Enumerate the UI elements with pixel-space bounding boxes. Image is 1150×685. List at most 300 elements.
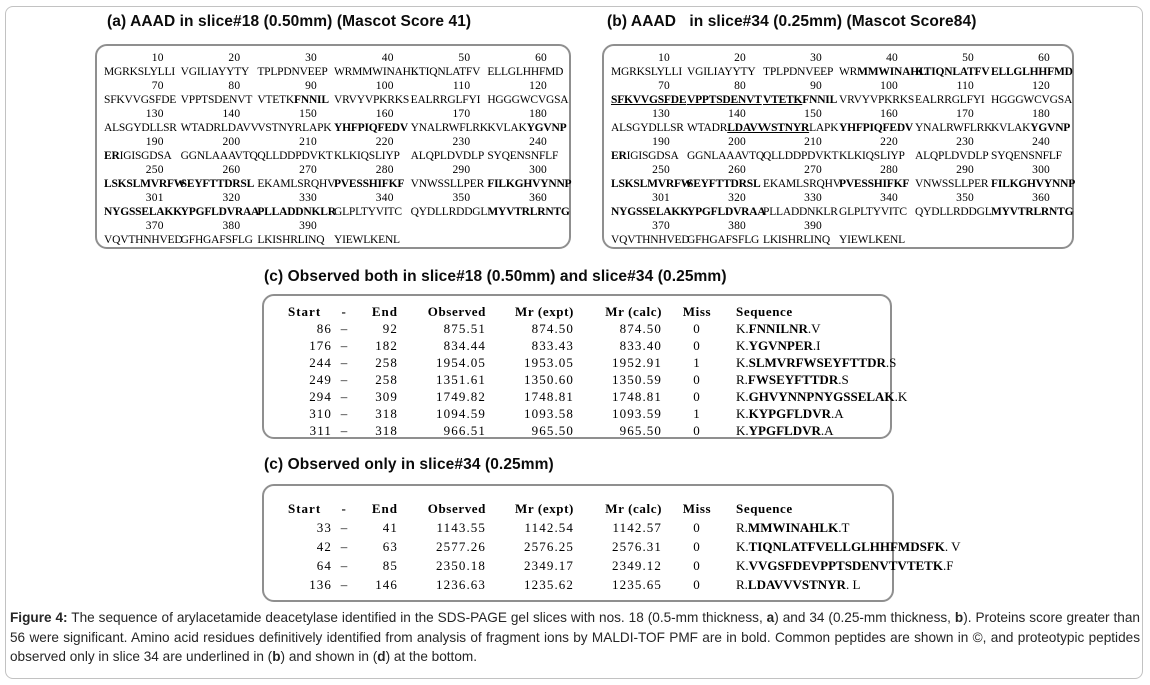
cell-start: 310	[309, 406, 332, 421]
sequence-cell	[257, 136, 334, 164]
residue-number	[839, 220, 915, 233]
cell-sequence	[724, 354, 896, 371]
sequence-group	[763, 121, 839, 136]
sequence-segment: ELLGLHHFMD	[991, 66, 1073, 78]
sequence-segment: YIEWLKENL	[333, 234, 400, 246]
sequence-group	[257, 233, 334, 248]
column-header: Mr (expt)	[515, 304, 574, 319]
caption-segment: a	[766, 610, 775, 625]
sequence-cell	[839, 80, 915, 108]
sequence-group	[104, 177, 186, 192]
residue-number: 220	[375, 136, 394, 148]
sequence-group	[257, 121, 334, 136]
sequence-cell	[915, 192, 991, 220]
sequence-segment: GGNLAAAVTQ	[687, 150, 765, 162]
sequence-segment: MYVTRLRNTG	[487, 206, 570, 218]
residue-number: 70	[151, 80, 164, 92]
column-header: Sequence	[736, 304, 793, 319]
sequence-group	[915, 65, 991, 80]
sequence-group	[487, 205, 570, 220]
sequence-cell	[257, 164, 334, 192]
cell-miss: 0	[693, 577, 701, 592]
sequence-cell	[181, 52, 258, 80]
cell-miss: 1	[693, 406, 701, 421]
residue-number: 230	[452, 136, 471, 148]
sequence-group	[611, 121, 687, 136]
sequence-cell	[687, 52, 763, 80]
residue-number	[915, 220, 991, 233]
sequence-segment: ALSGYDLLSR	[104, 122, 177, 134]
residue-number: 300	[1032, 164, 1050, 176]
residue-number: 80	[228, 80, 241, 92]
sequence-peptide: YPGFLDVR	[748, 423, 821, 438]
peptide-row	[284, 422, 890, 439]
cell-observed: 1236.63	[436, 577, 486, 592]
cell-mr-calc: 1350.59	[612, 372, 662, 387]
sequence-group	[763, 149, 839, 164]
residue-number: 280	[880, 164, 898, 176]
cell-end: 318	[375, 406, 398, 421]
sequence-segment: VQVTHNHVED	[104, 234, 183, 246]
sequence-peptide: SLMVRFWSEYFTTDR	[748, 355, 886, 370]
sequence-group	[411, 121, 488, 136]
sequence-segment: PVESSHIFKF	[839, 178, 910, 190]
sequence-cell	[839, 192, 915, 220]
sequence-segment: MGRKSLYLLI	[611, 66, 682, 78]
sequence-segment: VSTNYR	[763, 122, 810, 134]
sequence-segment: EKAMLSRQHV	[763, 178, 841, 190]
sequence-prefix: R.	[736, 520, 748, 535]
sequence-group	[487, 65, 564, 80]
sequence-group	[181, 205, 258, 220]
sequence-cell	[104, 220, 181, 248]
cell-mr-expt: 2576.25	[524, 539, 574, 554]
sequence-peptide: LDAVVVSTNYR	[747, 577, 846, 592]
residue-number: 340	[880, 192, 898, 204]
sequence-cell	[257, 80, 334, 108]
cell-dash: –	[340, 355, 348, 370]
cell-start: 294	[309, 389, 332, 404]
sequence-group	[181, 233, 258, 248]
residue-number: 150	[299, 108, 317, 120]
sequence-prefix: K.	[736, 558, 749, 573]
cell-sequence	[724, 575, 892, 594]
sequence-group	[181, 177, 258, 192]
sequence-group	[839, 177, 915, 192]
sequence-group	[411, 205, 488, 220]
cell-start: 33	[316, 520, 332, 535]
residue-number: 180	[1032, 108, 1050, 120]
sequence-segment: VTETK	[763, 94, 803, 106]
sequence-prefix: K.	[736, 321, 749, 336]
residue-number: 190	[652, 136, 670, 148]
sequence-cell	[181, 80, 258, 108]
residue-number: 70	[658, 80, 670, 92]
cell-observed: 2350.18	[436, 558, 486, 573]
cell-sequence	[724, 388, 907, 405]
sequence-segment: KVLAK	[487, 122, 527, 134]
cell-observed: 1351.61	[436, 372, 486, 387]
sequence-segment: ELLGLHHFMD	[487, 66, 564, 78]
sequence-segment: LSKSLMVRFW	[104, 178, 186, 190]
sequence-group	[181, 121, 258, 136]
cell-start: 86	[316, 321, 332, 336]
sequence-cell	[334, 108, 411, 136]
residue-number: 110	[452, 80, 471, 92]
cell-observed: 834.44	[443, 338, 486, 353]
sequence-group	[181, 65, 258, 80]
sequence-prefix: K.	[736, 389, 749, 404]
sequence-prefix: K.	[736, 355, 749, 370]
sequence-group	[181, 93, 258, 108]
residue-number: 10	[151, 52, 164, 64]
panel-c-peptide-table	[262, 294, 908, 439]
cell-sequence	[724, 371, 890, 388]
cell-dash: –	[340, 338, 348, 353]
sequence-cell	[839, 52, 927, 80]
cell-dash: –	[340, 372, 348, 387]
sequence-segment: SYQENSNFLF	[487, 150, 559, 162]
cell-sequence	[724, 320, 890, 337]
sequence-cell	[411, 52, 488, 80]
sequence-segment: MYVTRLRNTG	[991, 206, 1074, 218]
peptide-row	[284, 405, 890, 422]
sequence-segment: MGRKSLYLLI	[104, 66, 175, 78]
sequence-segment: TPLPDNVEEP	[257, 66, 328, 78]
sequence-group	[611, 177, 693, 192]
column-header: Miss	[682, 304, 712, 319]
sequence-cell	[333, 52, 418, 80]
residue-number: 50	[962, 52, 974, 64]
residue-number: 260	[728, 164, 746, 176]
cell-mr-calc: 2349.12	[612, 558, 662, 573]
sequence-cell	[611, 52, 687, 80]
sequence-cell	[104, 192, 181, 220]
sequence-group	[334, 177, 411, 192]
peptide-row	[284, 556, 954, 575]
cell-start: 136	[309, 577, 332, 592]
sequence-segment: KVLAK	[991, 122, 1031, 134]
cell-miss: 0	[693, 389, 701, 404]
sequence-segment: IGISGDSA	[626, 150, 679, 162]
sequence-cell	[104, 108, 181, 136]
sequence-cell	[104, 164, 186, 192]
sequence-group	[104, 233, 181, 248]
sequence-group	[411, 177, 488, 192]
cell-miss: 1	[693, 355, 701, 370]
column-header: Observed	[427, 304, 486, 319]
sequence-group	[334, 93, 411, 108]
sequence-segment: GLPLTYVITC	[839, 206, 907, 218]
residue-number: 120	[1032, 80, 1050, 92]
sequence-segment: YNALRWFLRK	[915, 122, 993, 134]
sequence-cell	[915, 108, 991, 136]
residue-number: 290	[452, 164, 471, 176]
residue-number: 280	[375, 164, 394, 176]
cell-dash: –	[340, 423, 348, 438]
sequence-segment: HGGGWCVGSA	[991, 94, 1073, 106]
sequence-suffix: .A	[830, 406, 844, 421]
sequence-peptide: FNNILNR	[748, 321, 808, 336]
sequence-segment: LKISHRLINQ	[257, 234, 325, 246]
cell-end: 92	[382, 321, 398, 336]
sequence-suffix: .I	[812, 338, 821, 353]
residue-number: 10	[658, 52, 670, 64]
cell-end: 182	[375, 338, 398, 353]
residue-number: 230	[956, 136, 974, 148]
residue-number: 180	[529, 108, 547, 120]
sequence-cell	[487, 192, 570, 220]
residue-number: 250	[652, 164, 670, 176]
cell-mr-calc: 2576.31	[612, 539, 662, 554]
sequence-segment: SYQENSNFLF	[991, 150, 1062, 162]
residue-number: 370	[145, 220, 164, 232]
sequence-segment: VQVTHNHVED	[611, 234, 690, 246]
panel-d-peptide-table	[262, 484, 961, 602]
sequence-segment: WTADR	[687, 122, 728, 134]
sequence-segment: GLPLTYVITC	[333, 206, 402, 218]
cell-mr-calc: 1142.57	[612, 520, 662, 535]
sequence-group	[257, 149, 334, 164]
residue-number: 20	[228, 52, 241, 64]
peptide-row	[284, 337, 890, 354]
sequence-cell	[687, 108, 766, 136]
residue-number: 240	[529, 136, 547, 148]
residue-number: 170	[452, 108, 471, 120]
sequence-cell	[181, 164, 258, 192]
sequence-group	[104, 121, 181, 136]
sequence-prefix: K.	[736, 539, 749, 554]
sequence-suffix: . V	[944, 539, 961, 554]
sequence-peptide: YGVNPER	[748, 338, 813, 353]
sequence-segment: ALQPLDVDLP	[915, 150, 989, 162]
peptide-row	[284, 537, 961, 556]
residue-number: 170	[956, 108, 974, 120]
sequence-suffix: .S	[885, 355, 897, 370]
cell-start: 249	[309, 372, 332, 387]
sequence-group	[839, 121, 915, 136]
cell-sequence	[724, 518, 892, 537]
sequence-segment: VTETK	[257, 94, 295, 106]
sequence-suffix: .V	[807, 321, 821, 336]
residue-number: 320	[728, 192, 746, 204]
sequence-prefix: K.	[736, 338, 749, 353]
residue-number: 380	[728, 220, 746, 232]
sequence-cell	[104, 52, 181, 80]
residue-number: 110	[956, 80, 974, 92]
cell-start: 311	[309, 423, 332, 438]
sequence-group	[991, 177, 1076, 192]
residue-number: 20	[734, 52, 746, 64]
sequence-segment: ALQPLDVDLP	[410, 150, 485, 162]
sequence-segment: GGNLAAAVTQ	[180, 150, 258, 162]
sequence-segment: FNNIL	[802, 94, 838, 106]
sequence-prefix: K.	[736, 406, 749, 421]
residue-number: 301	[145, 192, 164, 204]
sequence-segment: GFHGAFSFLG	[687, 234, 760, 246]
sequence-group	[611, 65, 687, 80]
sequence-suffix: . L	[845, 577, 861, 592]
panel-d-title: (c) Observed only in slice#34 (0.25mm)	[264, 456, 554, 473]
residue-number: 220	[880, 136, 898, 148]
residue-number: 80	[734, 80, 746, 92]
sequence-segment: SFKVVGSFDE	[104, 94, 177, 106]
residue-number	[411, 220, 488, 233]
sequence-cell	[257, 52, 334, 80]
cell-observed: 875.51	[443, 321, 486, 336]
sequence-segment: ER	[104, 150, 120, 162]
panel-a-sequence-box	[95, 44, 571, 249]
cell-sequence	[724, 337, 890, 354]
cell-start: 176	[309, 338, 332, 353]
residue-number: 30	[305, 52, 317, 64]
residue-number: 301	[652, 192, 670, 204]
sequence-segment: VSTNYRLAPK	[257, 122, 332, 134]
panel-b-sequence-box	[602, 44, 1074, 249]
cell-end: 146	[375, 577, 398, 592]
cell-miss: 0	[693, 520, 701, 535]
sequence-group	[763, 93, 839, 108]
sequence-segment: NYGSSELAKK	[611, 206, 689, 218]
sequence-cell	[487, 164, 572, 192]
sequence-peptide: VVGSFDEVPPTSDENVTVTETK	[748, 558, 943, 573]
sequence-segment: VPPTSDENVT	[180, 94, 253, 106]
cell-mr-calc: 833.40	[619, 338, 662, 353]
sequence-cell	[915, 164, 991, 192]
sequence-segment: QLLDDPDVKT	[257, 150, 333, 162]
cell-mr-calc: 1748.81	[612, 389, 662, 404]
sequence-segment: FILKGHVYNNP	[991, 178, 1076, 190]
sequence-cell	[915, 220, 991, 248]
sequence-group	[333, 65, 418, 80]
sequence-group	[839, 65, 927, 80]
column-header: Mr (calc)	[605, 304, 662, 319]
sequence-group	[991, 205, 1074, 220]
sequence-segment: IGISGDSA	[119, 150, 172, 162]
column-header: Miss	[682, 501, 712, 516]
sequence-row	[104, 52, 564, 80]
sequence-segment: MMWINAHL	[857, 66, 927, 78]
residue-number	[487, 220, 564, 233]
cell-dash: –	[340, 520, 348, 535]
sequence-group	[763, 177, 839, 192]
sequence-cell	[763, 164, 839, 192]
residue-number: 120	[529, 80, 547, 92]
sequence-cell	[763, 52, 839, 80]
residue-number: 210	[299, 136, 317, 148]
sequence-segment: NYGSSELAKK	[104, 206, 182, 218]
sequence-group	[763, 233, 839, 248]
peptide-row	[284, 388, 908, 405]
residue-number: 360	[529, 192, 547, 204]
cell-start: 244	[309, 355, 332, 370]
residue-number: 40	[381, 52, 394, 64]
sequence-group	[104, 65, 181, 80]
cell-dash: –	[340, 539, 348, 554]
sequence-cell	[104, 80, 181, 108]
residue-number: 200	[222, 136, 241, 148]
sequence-segment: VGILIAYYTY	[180, 66, 250, 78]
residue-number: 290	[956, 164, 974, 176]
sequence-group	[915, 205, 991, 220]
cell-dash: –	[340, 406, 348, 421]
sequence-row	[611, 80, 1073, 108]
sequence-segment: KLKIQSLIYP	[839, 150, 905, 162]
residue-number: 250	[145, 164, 164, 176]
sequence-cell	[839, 164, 915, 192]
sequence-cell	[611, 220, 690, 248]
cell-end: 309	[375, 389, 398, 404]
sequence-cell	[839, 136, 915, 164]
sequence-segment: WR	[839, 66, 858, 78]
sequence-cell	[487, 52, 564, 80]
residue-number: 60	[535, 52, 547, 64]
cell-end: 63	[382, 539, 398, 554]
residue-number: 40	[886, 52, 898, 64]
sequence-segment: WRMMWINAHL	[333, 66, 418, 78]
cell-observed: 1749.82	[436, 389, 486, 404]
cell-end: 258	[375, 355, 398, 370]
sequence-cell	[687, 220, 763, 248]
sequence-segment: VNWSSLLPER	[915, 178, 989, 190]
sequence-cell	[839, 108, 915, 136]
sequence-segment: EALRRGLFYI	[915, 94, 985, 106]
sequence-segment: VNWSSLLPER	[410, 178, 485, 190]
sequence-cell	[411, 220, 488, 248]
residue-number: 210	[804, 136, 822, 148]
cell-end: 318	[375, 423, 398, 438]
sequence-group	[104, 149, 181, 164]
cell-observed: 966.51	[443, 423, 486, 438]
residue-number: 330	[299, 192, 317, 204]
sequence-group	[763, 65, 839, 80]
column-header: Sequence	[736, 501, 793, 516]
residue-number: 140	[728, 108, 746, 120]
sequence-group	[334, 149, 411, 164]
peptide-row	[284, 354, 897, 371]
sequence-segment: SEYFTTDRSL	[180, 178, 255, 190]
sequence-segment: YPGFLDVRAA	[180, 206, 260, 218]
residue-number: 130	[145, 108, 164, 120]
cell-sequence	[724, 405, 890, 422]
sequence-group	[611, 93, 687, 108]
sequence-segment: PVESSHIFKF	[333, 178, 405, 190]
sequence-segment: QLLDDPDVKT	[763, 150, 839, 162]
sequence-cell	[181, 192, 258, 220]
sequence-cell	[257, 220, 334, 248]
sequence-group	[257, 177, 334, 192]
sequence-suffix: .A	[820, 423, 834, 438]
sequence-group	[611, 233, 690, 248]
cell-end: 85	[382, 558, 398, 573]
sequence-group	[915, 93, 991, 108]
sequence-group	[687, 65, 763, 80]
sequence-segment: TPLPDNVEEP	[763, 66, 834, 78]
peptide-row	[284, 518, 892, 537]
cell-mr-calc: 965.50	[619, 423, 662, 438]
panel-a-title: (a) AAAD in slice#18 (0.50mm) (Mascot Score 41)	[107, 13, 472, 30]
panel-c-title: (c) Observed both in slice#18 (0.50mm) and slice#34 (0.25mm)	[264, 268, 727, 285]
sequence-segment: ER	[611, 150, 627, 162]
sequence-cell	[991, 80, 1073, 108]
cell-miss: 0	[693, 423, 701, 438]
cell-sequence	[724, 556, 953, 575]
cell-dash: –	[340, 389, 348, 404]
sequence-group	[915, 121, 991, 136]
sequence-group	[687, 233, 763, 248]
cell-end: 41	[382, 520, 398, 535]
sequence-cell	[487, 220, 564, 248]
